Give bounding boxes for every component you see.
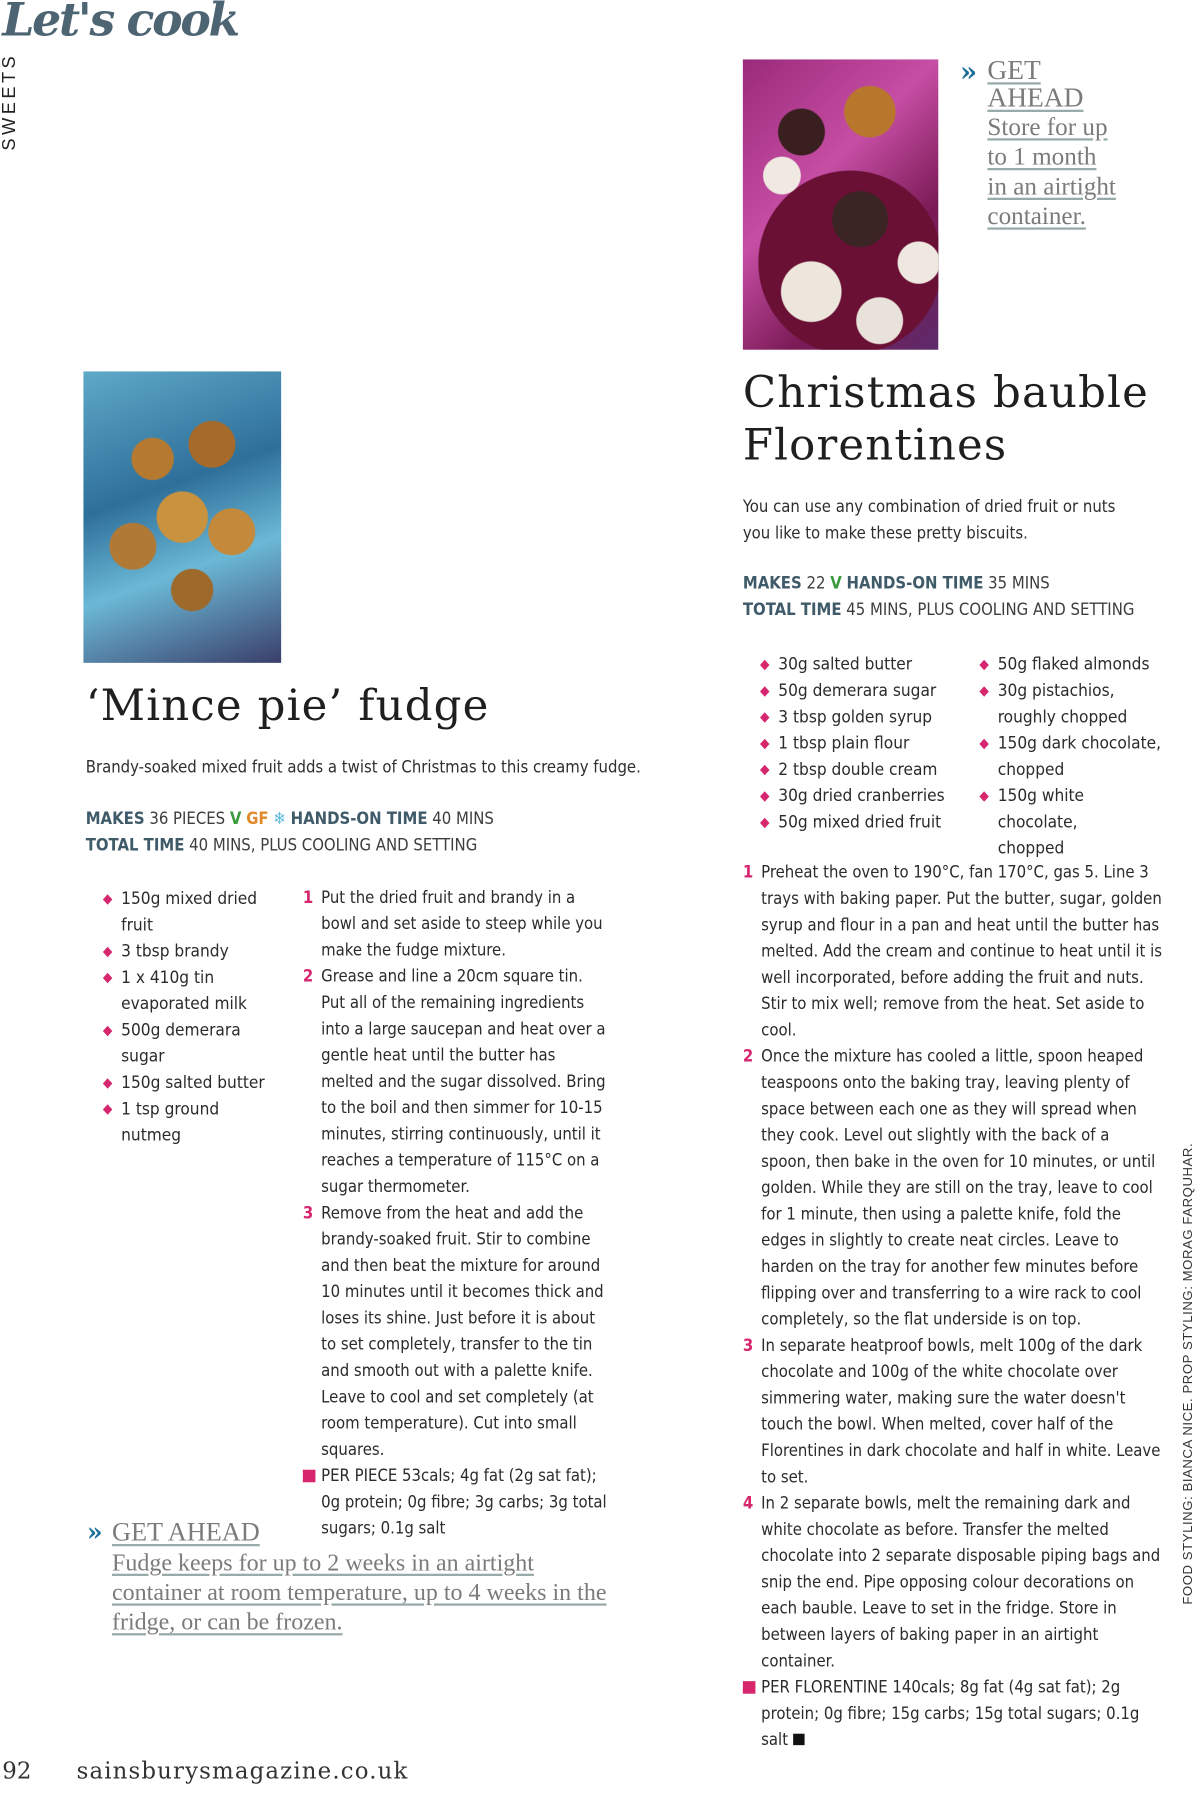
fudge-get-ahead	[87, 1518, 613, 1637]
method-step: 3 In separate heatproof bowls, melt 100g of the dark chocolate and 100g of the white chocolate over simmering water, making sure the water doesn't touch the bowl. When melted, cover half of the Florentines in dark chocolate and half in white. Leave to set.	[742, 1337, 1161, 1487]
styling-credit: FOOD STYLING: BIANCA NICE. PROP STYLING: MORAG FARQUHAR.	[1181, 1142, 1196, 1605]
method-step: 1 Put the dried fruit and brandy in a bowl and set aside to steep while you make the fudge mixture.	[302, 889, 603, 960]
freezable-snowflake-icon: ❄	[273, 810, 286, 829]
vegetarian-badge: V	[830, 574, 842, 594]
get-ahead-heading: GET AHEAD	[111, 1517, 260, 1547]
step-text: In 2 separate bowls, melt the remaining dark and white chocolate as before. Transfer the melted chocolate into 2 separate disposable piping bags and snip the end. Pipe opposing colour decorations on each bauble. Leave to set in the fridge. Store in between layers of baking paper in an airtight container.	[761, 1494, 1161, 1671]
ingredient: ◆ 3 tbsp brandy	[103, 938, 269, 964]
chevron-right-icon: »	[959, 54, 978, 88]
ingredient: ◆ 30g salted butter	[760, 651, 966, 677]
florentines-title: Christmas bauble Florentines	[742, 366, 1149, 470]
method-step: 3 Remove from the heat and add the brandy-soaked fruit. Stir to combine and then beat the mixture for around 10 minutes until it becomes thick and loses its shine. Just before it is about to set completely, transfer to the tin and smooth out with a palette knife. Leave to cool and set completely (at room temperature). Cut into small squares.	[302, 1204, 604, 1460]
end-mark-icon	[793, 1734, 804, 1745]
fudge-photo	[83, 371, 281, 662]
fudge-ingredients	[103, 886, 269, 1149]
method-step: 2 Grease and line a 20cm square tin. Put all of the remaining ingredients into a large saucepan and heat over a gentle heat until the butter has melted and the sugar dissolved. Bring to the boil and then simmer for 10-15 minutes, stirring continuously, until it reaches a temperature of 115°C on a sugar thermometer.	[302, 967, 606, 1197]
get-ahead-text: Fudge keeps for up to 2 weeks in an airtight container at room temperature, up to 4 weeks in the fridge, or can be frozen.	[111, 1548, 607, 1636]
ingredient: ◆ 1 tsp ground nutmeg	[103, 1096, 247, 1149]
nutrition-text: 140cals; 8g fat (4g sat fat); 2g protein; 0g fibre; 15g carbs; 15g total sugars; 0.1g salt	[761, 1678, 1140, 1750]
ingredient: ◆ 30g pistachios, roughly chopped	[979, 678, 1134, 731]
total-time-label: TOTAL TIME	[85, 836, 185, 855]
ingredient: ◆ 2 tbsp double cream	[760, 757, 966, 783]
total-time-value: 40 MINS, PLUS COOLING AND SETTING	[189, 836, 478, 855]
nutrition-info	[743, 1675, 1164, 1754]
section-label: SWEETS	[0, 52, 20, 151]
gluten-free-badge: GF	[246, 810, 269, 829]
get-ahead-text: Store for up to 1 month in an airtight container.	[987, 111, 1116, 230]
ingredient: ◆ 1 tbsp plain flour	[760, 730, 966, 756]
nutrition-label: PER PIECE	[321, 1467, 398, 1486]
hands-on-value: 40 MINS	[432, 810, 494, 829]
ingredient: ◆ 500g demerara sugar	[103, 1017, 253, 1070]
nutrition-text: 53cals; 4g fat (2g sat fat); 0g protein; 0g fibre; 3g carbs; 3g total sugars; 0.1g salt	[321, 1467, 607, 1539]
page-number: 92	[2, 1756, 32, 1784]
chevron-right-icon: »	[86, 1517, 103, 1548]
makes-value: 22	[806, 574, 826, 594]
florentines-meta	[743, 571, 1177, 624]
fudge-title: ‘Mince pie’ fudge	[85, 679, 490, 731]
makes-label: MAKES	[742, 574, 802, 594]
ingredient: ◆ 50g mixed dried fruit	[760, 809, 966, 835]
website-url[interactable]: sainsburysmagazine.co.uk	[76, 1756, 409, 1784]
get-ahead-heading: GET AHEAD	[987, 55, 1084, 114]
ingredient: ◆ 50g flaked almonds	[979, 651, 1162, 677]
method-step: 1 Preheat the oven to 190°C, fan 170°C, gas 5. Line 3 trays with baking paper. Put the butter, sugar, golden syrup and flour in a pan and heat until the butter has melted. Add the cream and continue to heat until it is well incorporated, before adding the fruit and nuts. Stir to mix well; remove from the heat. Set aside to cool.	[742, 863, 1163, 1040]
florentines-ingredients-col2	[979, 651, 1162, 861]
ingredient: ◆ 3 tbsp golden syrup	[760, 704, 966, 730]
makes-value: 36 PIECES	[149, 810, 226, 829]
hands-on-label: HANDS-ON TIME	[290, 810, 428, 829]
step-text: Once the mixture has cooled a little, spoon heaped teaspoons onto the baking tray, leaving plenty of space between each one as they will spread when they cook. Level out slightly with the back of a spoon, then bake in the oven for 10 minutes, or until golden. While they are still on the tray, leave to cool for 1 minute, then using a palette knife, fold the edges in slightly to create neat circles. Leave to harden on the tray for another few minutes before flipping over and transferring to a wire rack to cool completely, so the flat underside is on top.	[761, 1047, 1156, 1330]
step-text: Put the dried fruit and brandy in a bowl and set aside to steep while you make the fudge mixture.	[321, 889, 603, 960]
step-text: In separate heatproof bowls, melt 100g of the dark chocolate and 100g of the white chocolate over simmering water, making sure the water doesn't touch the bowl. When melted, cover half of the Florentines in dark chocolate and half in white. Leave to set.	[761, 1337, 1161, 1487]
method-step: 4 In 2 separate bowls, melt the remaining dark and white chocolate as before. Transfer the melted chocolate into 2 separate disposable piping bags and snip the end. Pipe opposing colour decorations on each bauble. Leave to set in the fridge. Store in between layers of baking paper in an airtight container.	[742, 1494, 1161, 1671]
total-time-label: TOTAL TIME	[742, 601, 842, 620]
florentines-method	[743, 861, 1164, 1755]
method-step: 2 Once the mixture has cooled a little, spoon heaped teaspoons onto the baking tray, leaving plenty of space between each one as they will spread when they cook. Level out slightly with the back of a spoon, then bake in the oven for 10 minutes, or until golden. While they are still on the tray, leave to cool for 1 minute, then using a palette knife, fold the edges in slightly to create neat circles. Leave to harden on the tray for another few minutes before flipping over and transferring to a wire rack to cool completely, so the flat underside is on top.	[742, 1047, 1156, 1330]
step-text: Remove from the heat and add the brandy-soaked fruit. Stir to combine and then beat the mixture for around 10 minutes until it becomes thick and loses its shine. Just before it is about to set completely, transfer to the tin and smooth out with a palette knife. Leave to cool and set completely (at room temperature). Cut into small squares.	[321, 1204, 604, 1460]
fudge-meta	[86, 807, 566, 860]
fudge-method	[303, 886, 609, 1543]
ingredient: ◆ 150g dark chocolate, chopped	[979, 730, 1162, 783]
vegetarian-badge: V	[229, 810, 242, 829]
florentines-ingredients-col1	[760, 651, 966, 835]
florentines-intro: You can use any combination of dried fruit or nuts you like to make these pretty biscuits.	[742, 498, 1116, 543]
hands-on-label: HANDS-ON TIME	[846, 574, 984, 594]
hands-on-value: 35 MINS	[988, 574, 1050, 594]
brand-heading: Let's cook	[2, 0, 238, 47]
ingredient: ◆ 150g white chocolate, chopped	[979, 783, 1146, 862]
fudge-intro: Brandy-soaked mixed fruit adds a twist of Christmas to this creamy fudge.	[85, 758, 641, 778]
florentines-get-ahead	[959, 54, 1120, 231]
total-time-value: 45 MINS, PLUS COOLING AND SETTING	[846, 601, 1135, 620]
ingredient: ◆ 150g mixed dried fruit	[103, 886, 269, 939]
step-text: Grease and line a 20cm square tin. Put all of the remaining ingredients into a large saucepan and heat over a gentle heat until the butter has melted and the sugar dissolved. Bring to the boil and then simmer for 10-15 minutes, stirring continuously, until it reaches a temperature of 115°C on a sugar thermometer.	[321, 967, 606, 1197]
ingredient: ◆ 1 x 410g tin evaporated milk	[103, 965, 269, 1018]
makes-label: MAKES	[85, 810, 145, 829]
step-text: Preheat the oven to 190°C, fan 170°C, gas 5. Line 3 trays with baking paper. Put the butter, sugar, golden syrup and flour in a pan and heat until the butter has melted. Add the cream and continue to heat until it is well incorporated, before adding the fruit and nuts. Stir to mix well; remove from the heat. Set aside to cool.	[761, 863, 1163, 1040]
ingredient: ◆ 150g salted butter	[103, 1070, 269, 1096]
florentines-photo	[743, 59, 938, 349]
nutrition-label: PER FLORENTINE	[761, 1678, 888, 1698]
ingredient: ◆ 50g demerara sugar	[760, 678, 966, 704]
ingredient: ◆ 30g dried cranberries	[760, 783, 966, 809]
